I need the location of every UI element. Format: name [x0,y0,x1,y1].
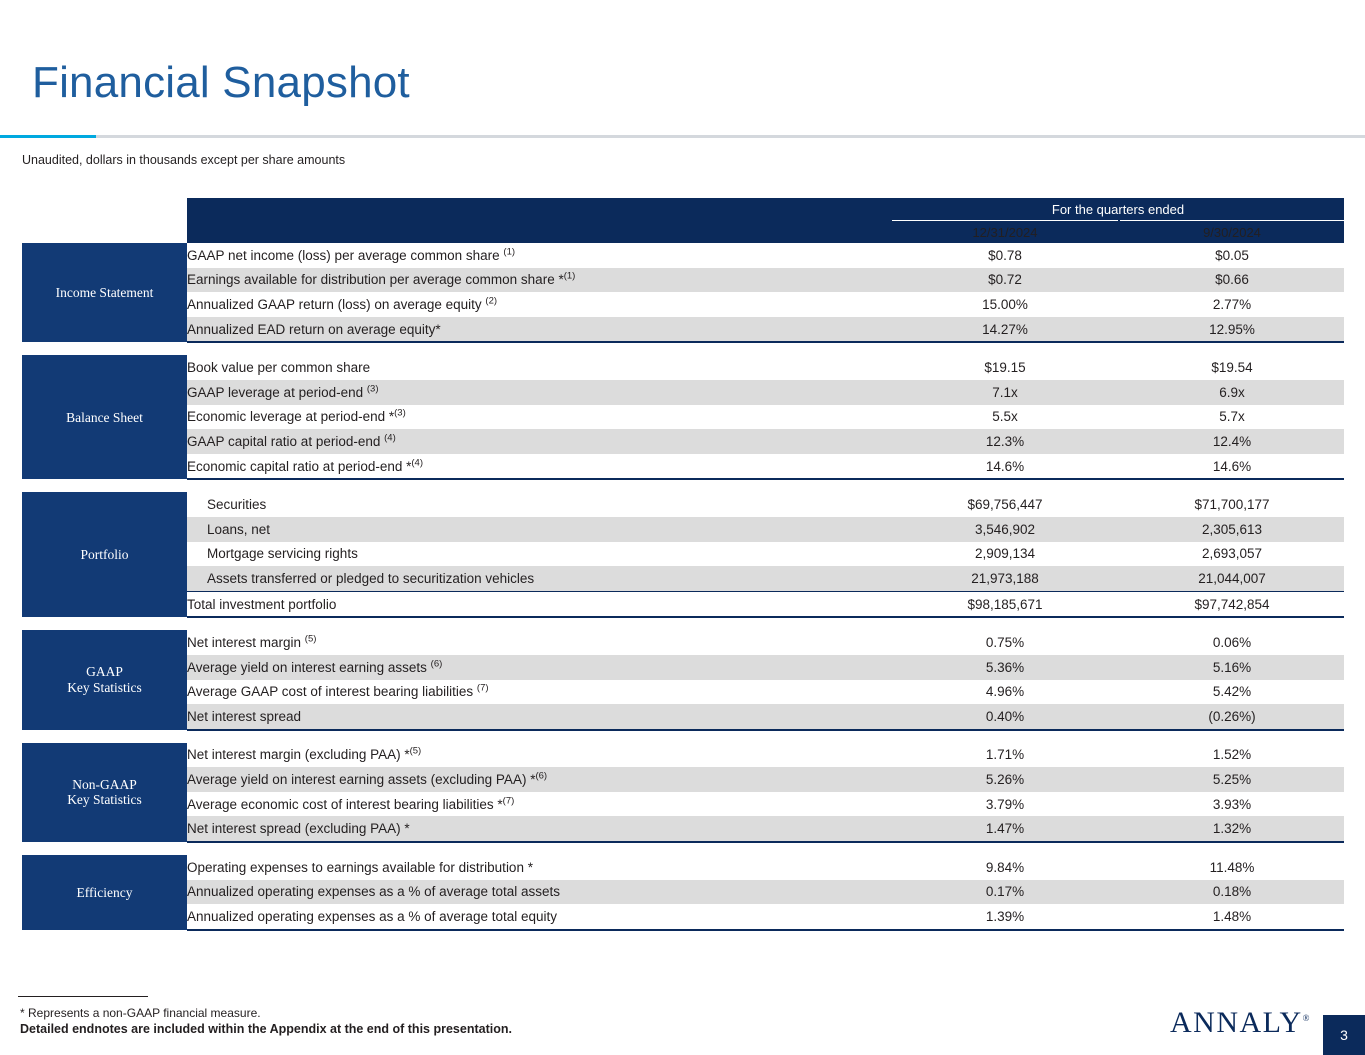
table-row [22,566,1344,591]
logo-registered-mark: ® [1302,1013,1311,1023]
group-spacer [22,842,1344,855]
row-value-q1: $98,185,671 [892,591,1118,617]
category-label-balance-sheet: Balance Sheet [22,355,187,479]
group-spacer [22,730,1344,743]
row-value-q1: 5.5x [892,405,1118,430]
title-divider-accent [0,135,96,138]
table-row [22,792,1344,817]
row-value-q1: 7.1x [892,380,1118,405]
row-value-q1: 0.17% [892,880,1118,905]
row-label: GAAP capital ratio at period-end $^{(4)}$ [187,429,892,454]
row-label: Book value per common share [187,355,892,380]
table-header-span-row [22,198,1344,221]
row-label: Operating expenses to earnings available for distribution * [187,855,892,880]
row-label: Average yield on interest earning assets $^{(6)}$ [187,655,892,680]
group-spacer [22,342,1344,355]
group-spacer [22,617,1344,630]
row-label: Net interest margin (excluding PAA) *$^{(5)}$ [187,743,892,768]
category-label-portfolio: Portfolio [22,492,187,617]
row-value-q2: 2.77% [1120,292,1344,317]
row-value-q1: 5.26% [892,767,1118,792]
row-value-q1: 1.71% [892,743,1118,768]
row-value-q1: $69,756,447 [892,492,1118,517]
row-label: Securities [187,492,892,517]
row-label: Annualized operating expenses as a % of average total equity [187,904,892,930]
table-row [22,517,1344,542]
table-row [22,492,1344,517]
row-value-q1: $0.78 [892,243,1118,268]
row-value-q1: 1.39% [892,904,1118,930]
table-row [22,243,1344,268]
row-value-q1: 14.6% [892,454,1118,480]
row-value-q1: 15.00% [892,292,1118,317]
row-value-q2: (0.26%) [1120,704,1344,730]
table-row [22,743,1344,768]
row-value-q1: 12.3% [892,429,1118,454]
row-value-q1: 2,909,134 [892,542,1118,567]
row-label: Loans, net [187,517,892,542]
row-label: Economic capital ratio at period-end *$^{(4)}$ [187,454,892,480]
row-value-q2: 1.52% [1120,743,1344,768]
row-value-q2: 5.7x [1120,405,1344,430]
table-row [22,355,1344,380]
row-value-q2: $0.66 [1120,268,1344,293]
financial-table-container [22,198,1344,931]
row-label: Average economic cost of interest bearing liabilities *$^{(7)}$ [187,792,892,817]
row-value-q1: 9.84% [892,855,1118,880]
row-value-q1: 4.96% [892,680,1118,705]
row-value-q1: $19.15 [892,355,1118,380]
row-label: Average GAAP cost of interest bearing liabilities $^{(7)}$ [187,680,892,705]
row-value-q2: 12.4% [1120,429,1344,454]
financial-table [22,198,1344,931]
row-value-q1: 0.75% [892,630,1118,655]
table-row [22,855,1344,880]
row-value-q2: 5.25% [1120,767,1344,792]
table-row [22,655,1344,680]
row-value-q2: 3.93% [1120,792,1344,817]
table-row [22,704,1344,730]
logo-text: ANNALY [1170,1006,1303,1039]
column-header-q1: 12/31/2024 [892,221,1118,244]
row-value-q1: 3.79% [892,792,1118,817]
category-label-gaap-key-statistics: GAAP Key Statistics [22,630,187,729]
row-value-q2: 2,305,613 [1120,517,1344,542]
row-value-q2: 12.95% [1120,317,1344,343]
table-row [22,630,1344,655]
row-value-q1: 5.36% [892,655,1118,680]
row-label: Total investment portfolio [187,591,892,617]
subtitle: Unaudited, dollars in thousands except per share amounts [22,153,346,167]
row-label: Assets transferred or pledged to securitization vehicles [187,566,892,591]
footnote-nongaap: * Represents a non-GAAP financial measure. [20,1006,261,1020]
category-label-efficiency: Efficiency [22,855,187,930]
row-value-q1: 14.27% [892,317,1118,343]
row-label: Annualized EAD return on average equity* [187,317,892,343]
row-value-q1: 0.40% [892,704,1118,730]
row-value-q2: 1.48% [1120,904,1344,930]
category-label-non-gaap-key-statistics: Non-GAAP Key Statistics [22,743,187,842]
row-value-q2: 6.9x [1120,380,1344,405]
row-value-q2: $71,700,177 [1120,492,1344,517]
table-row [22,767,1344,792]
page-number: 3 [1323,1015,1365,1055]
table-row [22,429,1344,454]
row-value-q2: 21,044,007 [1120,566,1344,591]
row-value-q2: 5.42% [1120,680,1344,705]
row-value-q1: 21,973,188 [892,566,1118,591]
row-value-q2: $97,742,854 [1120,591,1344,617]
row-label: Annualized operating expenses as a % of average total assets [187,880,892,905]
row-value-q2: 1.32% [1120,816,1344,842]
table-row [22,292,1344,317]
footnote-divider [18,996,148,997]
header-quarters-ended: For the quarters ended [892,198,1344,221]
table-row [22,816,1344,842]
table-row [22,904,1344,930]
row-value-q2: 0.18% [1120,880,1344,905]
row-label: Average yield on interest earning assets (excluding PAA) *$^{(6)}$ [187,767,892,792]
table-header-columns-row [22,221,1344,244]
table-row [22,454,1344,480]
row-value-q1: $0.72 [892,268,1118,293]
row-value-q2: 11.48% [1120,855,1344,880]
row-label: GAAP net income (loss) per average common share $^{(1)}$ [187,243,892,268]
table-row [22,880,1344,905]
page-title: Financial Snapshot [32,58,410,107]
row-label: Annualized GAAP return (loss) on average equity $^{(2)}$ [187,292,892,317]
row-value-q2: $0.05 [1120,243,1344,268]
table-row [22,317,1344,343]
table-row [22,542,1344,567]
table-row [22,268,1344,293]
row-value-q1: 3,546,902 [892,517,1118,542]
row-label: Mortgage servicing rights [187,542,892,567]
row-label: Net interest spread [187,704,892,730]
row-value-q2: 5.16% [1120,655,1344,680]
row-label: Net interest spread (excluding PAA) * [187,816,892,842]
title-divider [0,135,1365,138]
column-header-q2: 9/30/2024 [1120,221,1344,244]
table-row [22,680,1344,705]
table-row [22,380,1344,405]
row-value-q2: 14.6% [1120,454,1344,480]
row-label: Net interest margin $^{(5)}$ [187,630,892,655]
row-value-q2: $19.54 [1120,355,1344,380]
annaly-logo [1170,1006,1311,1040]
category-label-income-statement: Income Statement [22,243,187,342]
row-label: Earnings available for distribution per average common share *$^{(1)}$ [187,268,892,293]
footnote-endnotes: Detailed endnotes are included within the Appendix at the end of this presentation. [20,1022,512,1036]
row-value-q2: 2,693,057 [1120,542,1344,567]
row-value-q2: 0.06% [1120,630,1344,655]
table-row [22,405,1344,430]
row-value-q1: 1.47% [892,816,1118,842]
row-label: GAAP leverage at period-end $^{(3)}$ [187,380,892,405]
title-divider-light [0,135,1365,138]
row-label: Economic leverage at period-end *$^{(3)}$ [187,405,892,430]
table-row [22,591,1344,617]
group-spacer [22,479,1344,492]
